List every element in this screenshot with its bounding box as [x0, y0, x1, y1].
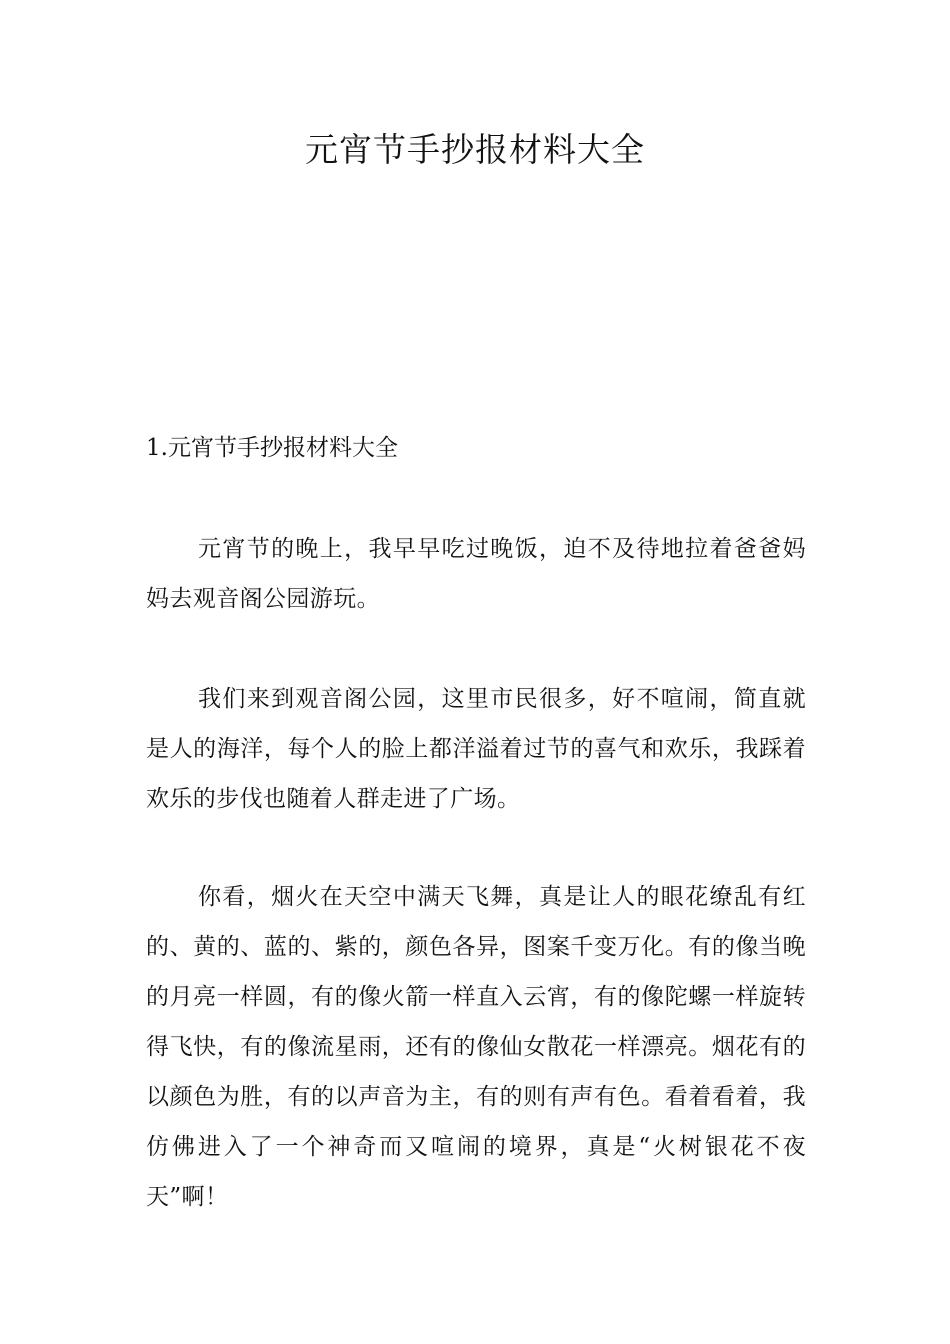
- paragraph-1: 元宵节的晚上，我早早吃过晚饭，迫不及待地拉着爸爸妈妈去观音阁公园游玩。: [146, 536, 806, 612]
- paragraph-2: 我们来到观音阁公园，这里市民很多，好不喧闹，简直就是人的海洋，每个人的脸上都洋溢着过节的喜气和欢乐，我踩着欢乐的步伐也随着人群走进了广场。: [146, 686, 806, 812]
- document-title: 元宵节手抄报材料大全: [305, 130, 645, 169]
- paragraph-3: 你看，烟火在天空中满天飞舞，真是让人的眼花缭乱有红的、黄的、蓝的、紫的，颜色各异，图案千变万化。有的像当晚的月亮一样圆，有的像火箭一样直入云宵，有的像陀螺一样旋转得飞快，有的像流星雨，还有的像仙女散花一样漂亮。烟花有的以颜色为胜，有的以声音为主，有的则有声有色。看着看着，我仿佛进入了一个神奇而又喧闹的境界，真是“火树银花不夜天”啊！: [146, 884, 806, 1210]
- section-heading: 1.元宵节手抄报材料大全: [146, 435, 398, 461]
